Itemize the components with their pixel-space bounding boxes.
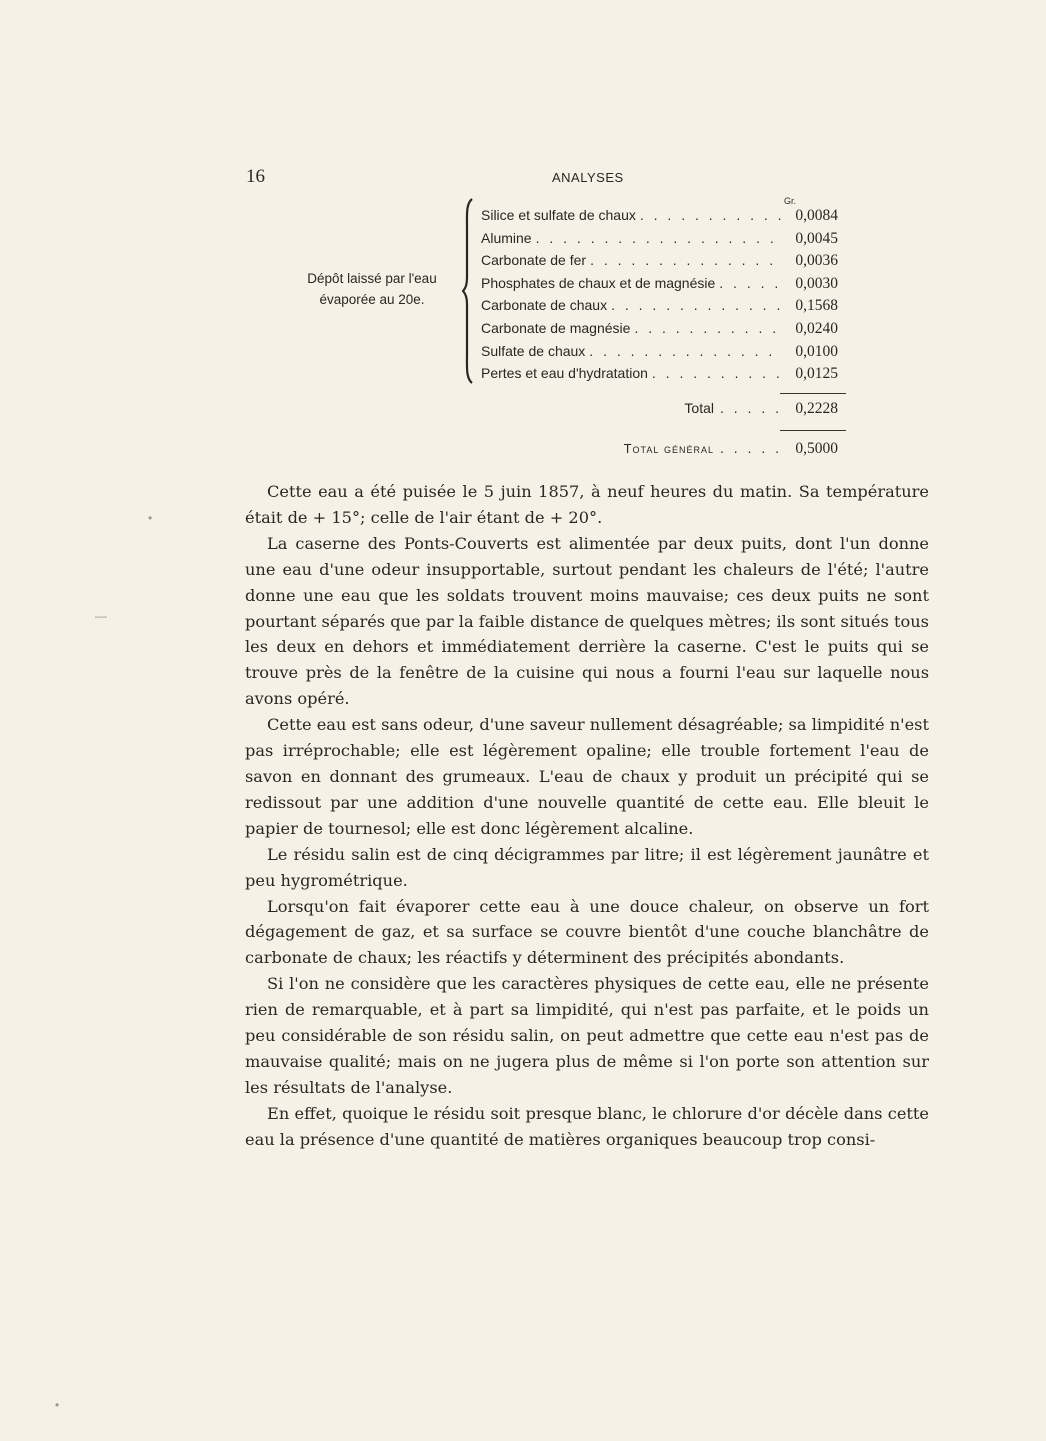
grand-total-label: Total général xyxy=(623,441,714,456)
curly-brace xyxy=(462,198,476,384)
table-side-label: Dépôt laissé par l'eau évaporée au 20e. xyxy=(307,271,437,307)
margin-mark: • xyxy=(148,511,153,525)
leader-dots xyxy=(536,227,782,250)
leader-dots: . . . . . xyxy=(719,440,782,456)
paragraph: Lorsqu'on fait évaporer cette eau à une douce chaleur, on observe un fort dégagement de gaz, et sa surface se couvre bientôt d'une couche blanchâtre de carbonate de chaux; les réactifs y déterminent des précipités abondants. xyxy=(245,896,929,968)
row-value: 0,0036 xyxy=(795,252,838,270)
row-name: Carbonate de magnésie xyxy=(481,319,631,336)
paragraph: Cette eau a été puisée le 5 juin 1857, à neuf heures du matin. Sa température était de + 15°; celle de l'air étant de + 20°. xyxy=(245,482,929,527)
paragraph: La caserne des Ponts-Couverts est alimentée par deux puits, dont l'un donne une eau d'une odeur insupportable, surtout pendant les chaleurs de l'été; l'autre donne une eau que les soldats trouvent moins mauvaise; ces deux puits ne sont pourtant séparés que par la faible distance de quelques mètres; ils sont situés tous les deux en dehors et immédiatement derrière la caserne. C'est le puits qui se trouve près de la fenêtre de la cuisine qui nous a fourni l'eau sur laquelle nous avons opéré. xyxy=(245,533,929,709)
table-row xyxy=(481,362,838,385)
total-label: Total xyxy=(684,400,714,416)
row-value: 0,0084 xyxy=(795,207,838,224)
table-row xyxy=(481,272,838,295)
leader-dots xyxy=(590,249,782,272)
running-head: ANALYSES xyxy=(552,170,624,185)
grand-total-row xyxy=(620,440,838,458)
table-row xyxy=(481,294,838,317)
row-value: 0,0240 xyxy=(795,319,838,337)
row-value: 0,0030 xyxy=(795,274,838,292)
leader-dots xyxy=(640,204,782,227)
body-text xyxy=(245,479,929,1153)
paragraph: Le résidu salin est de cinq décigrammes par litre; il est légèrement jaunâtre et peu hygrométrique. xyxy=(245,844,929,890)
unit-label: Gr. xyxy=(784,196,797,206)
table-row xyxy=(481,204,838,227)
analysis-table xyxy=(481,204,838,385)
table-row xyxy=(481,227,838,250)
subtotal-rule xyxy=(780,393,846,394)
leader-dots xyxy=(611,294,782,317)
paragraph: Si l'on ne considère que les caractères physiques de cette eau, elle ne présente rien de remarquable, et à part sa limpidité, qui n'est pas parfaite, et le poids un peu considérable de son résidu salin, on peut admettre que cette eau n'est pas de mauvaise qualité; mais on ne jugera plus de même si l'on porte son attention sur les résultats de l'analyse. xyxy=(245,974,929,1097)
margin-mark: • xyxy=(55,1398,60,1412)
leader-dots xyxy=(652,362,782,385)
margin-mark: — xyxy=(95,609,107,623)
row-value: 0,1568 xyxy=(795,297,838,315)
grand-total-value: 0,5000 xyxy=(795,440,838,457)
leader-dots xyxy=(589,340,782,363)
grand-total-rule xyxy=(780,430,846,431)
total-row xyxy=(620,400,838,418)
row-name: Phosphates de chaux et de magnésie xyxy=(481,274,716,291)
leader-dots: . . . . . xyxy=(719,400,782,416)
table-row xyxy=(481,340,838,363)
table-row xyxy=(481,317,838,340)
paragraph: Cette eau est sans odeur, d'une saveur nullement désagréable; sa limpidité n'est pas irréprochable; elle est légèrement opaline; elle trouble fortement l'eau de savon en donnant des grumeaux. L'eau de chaux y produit un précipité qui se redissout par une addition d'une nouvelle quantité de cette eau. Elle bleuit le papier de tournesol; elle est donc légèrement alcaline. xyxy=(245,715,929,838)
row-name: Pertes et eau d'hydratation xyxy=(481,365,648,382)
row-name: Sulfate de chaux xyxy=(481,342,586,359)
leader-dots xyxy=(719,272,782,295)
row-name: Silice et sulfate de chaux xyxy=(481,207,636,223)
row-name: Alumine xyxy=(481,229,532,246)
total-value: 0,2228 xyxy=(795,400,838,417)
table-row xyxy=(481,249,838,272)
row-value: 0,0100 xyxy=(795,342,838,360)
row-name: Carbonate de chaux xyxy=(481,297,608,314)
leader-dots xyxy=(634,317,782,340)
paragraph: En effet, quoique le résidu soit presque blanc, le chlorure d'or décèle dans cette eau la présence d'une quantité de matières organiques beaucoup trop consi- xyxy=(245,1103,929,1149)
page-number: 16 xyxy=(246,166,265,187)
row-name: Carbonate de fer xyxy=(481,252,587,269)
row-value: 0,0125 xyxy=(795,365,838,383)
row-value: 0,0045 xyxy=(795,229,838,247)
